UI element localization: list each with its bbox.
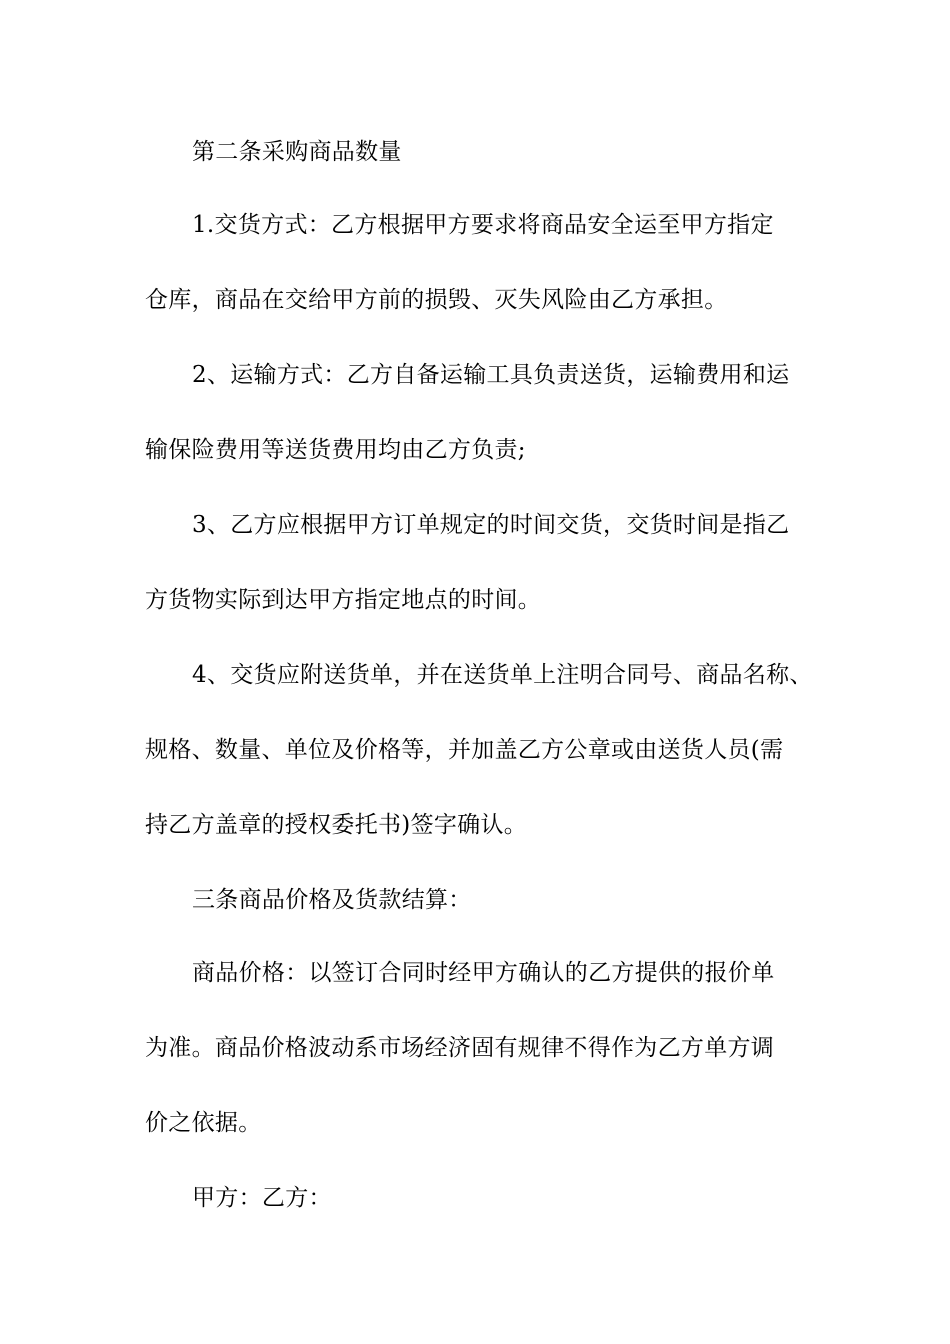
paragraph-price: 商品价格：以签订合同时经甲方确认的乙方提供的报价单: [192, 960, 775, 986]
signature-parties: 甲方：乙方：: [192, 1185, 332, 1211]
section-heading-price: 三条商品价格及货款结算：: [192, 887, 472, 913]
section-heading-quantity: 第二条采购商品数量: [192, 139, 402, 165]
paragraph-delivery-note-cont-1: 规格、数量、单位及价格等，并加盖乙方公章或由送货人员(需: [145, 737, 784, 763]
paragraph-transport-method: 2、运输方式：乙方自备运输工具负责送货，运输费用和运: [192, 362, 790, 388]
paragraph-delivery-note-cont-2: 持乙方盖章的授权委托书)签字确认。: [145, 812, 528, 838]
paragraph-delivery-note: 4、交货应附送货单，并在送货单上注明合同号、商品名称、: [192, 662, 813, 688]
paragraph-transport-method-cont: 输保险费用等送货费用均由乙方负责;: [145, 437, 526, 463]
paragraph-delivery-method-cont: 仓库，商品在交给甲方前的损毁、灭失风险由乙方承担。: [145, 287, 728, 313]
paragraph-delivery-method: 1.交货方式：乙方根据甲方要求将商品安全运至甲方指定: [192, 212, 774, 238]
paragraph-delivery-time: 3、乙方应根据甲方订单规定的时间交货，交货时间是指乙: [192, 512, 790, 538]
paragraph-price-cont-1: 为准。商品价格波动系市场经济固有规律不得作为乙方单方调: [145, 1035, 775, 1061]
paragraph-price-cont-2: 价之依据。: [145, 1110, 262, 1136]
paragraph-delivery-time-cont: 方货物实际到达甲方指定地点的时间。: [145, 587, 542, 613]
